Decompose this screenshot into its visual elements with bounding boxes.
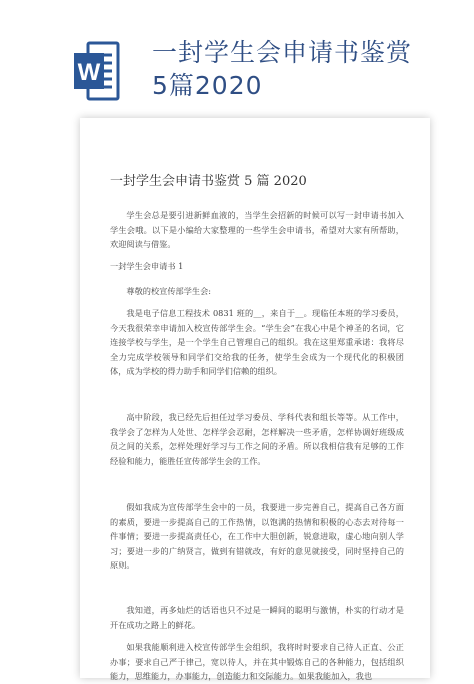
- banner-title-line2: 5篇2020: [152, 71, 263, 100]
- document-title: 一封学生会申请书鉴赏 5 篇 2020: [110, 174, 307, 189]
- section-heading: 一封学生会申请书 1: [110, 261, 184, 271]
- body-paragraph-5: 如果我能顺利进入校宣传部学生会组织，我将时时要求自己待人正直、公正办事；要求自己严于律己，宽以待人，并在其中锻炼自己的各种能力，包括组织能力，思维能力，办事能力，创造能力和交际能力。如果我能加入，我也: [110, 642, 404, 682]
- body-paragraph-1: 我是电子信息工程技术 0831 班的__，来自于__。现临任本班的学习委员，今天我很荣幸申请加入校宣传部学生会。“学生会”在我心中是个神圣的名词，它连接学校与学生，是一个学生自己管理自己的组织。我在这里郑重承诺：我将尽全力完成学校领导和同学们交给我的任务，使学生会成为一个现代化的积极团体，成为学校的得力助手和同学们信赖的组织。: [110, 308, 404, 377]
- banner-title-line1: 一封学生会申请书鉴赏: [152, 38, 413, 67]
- intro-paragraph: 学生会总是要引进新鲜血液的，当学生会招新的时候可以写一封申请书加入学生会哦。以下是小编给大家整理的一些学生会申请书，希望对大家有所帮助，欢迎阅读与借鉴。: [110, 210, 404, 250]
- banner-title: [152, 36, 452, 102]
- body-paragraph-3: 假如我成为宣传部学生会中的一员，我要进一步完善自己，提高自己各方面的素质，要进一步提高自己的工作热情，以饱满的热情和积极的心态去对待每一件事情；要进一步提高责任心，在工作中大胆创新，锐意进取，虚心地向别人学习；要进一步的广纳贤言，做到有错就改，有好的意见就接受，同时坚持自己的原则。: [110, 502, 404, 571]
- document-page: [80, 118, 430, 682]
- word-document-icon: [74, 41, 120, 101]
- body-paragraph-4: 我知道，再多灿烂的话语也只不过是一瞬间的聪明与激情，朴实的行动才是开在成功之路上的鲜花。: [110, 605, 404, 630]
- salutation: 尊敬的校宣传部学生会:: [126, 286, 212, 296]
- body-paragraph-2: 高中阶段，我已经先后担任过学习委员、学科代表和组长等等。从工作中，我学会了怎样为人处世、怎样学会忍耐，怎样解决一些矛盾，怎样协调好班级成员之间的关系，怎样处理好学习与工作之间的矛盾。所以我相信我有足够的工作经验和能力，能胜任宣传部学生会的工作。: [110, 412, 404, 466]
- word-icon-letter: W: [77, 59, 101, 86]
